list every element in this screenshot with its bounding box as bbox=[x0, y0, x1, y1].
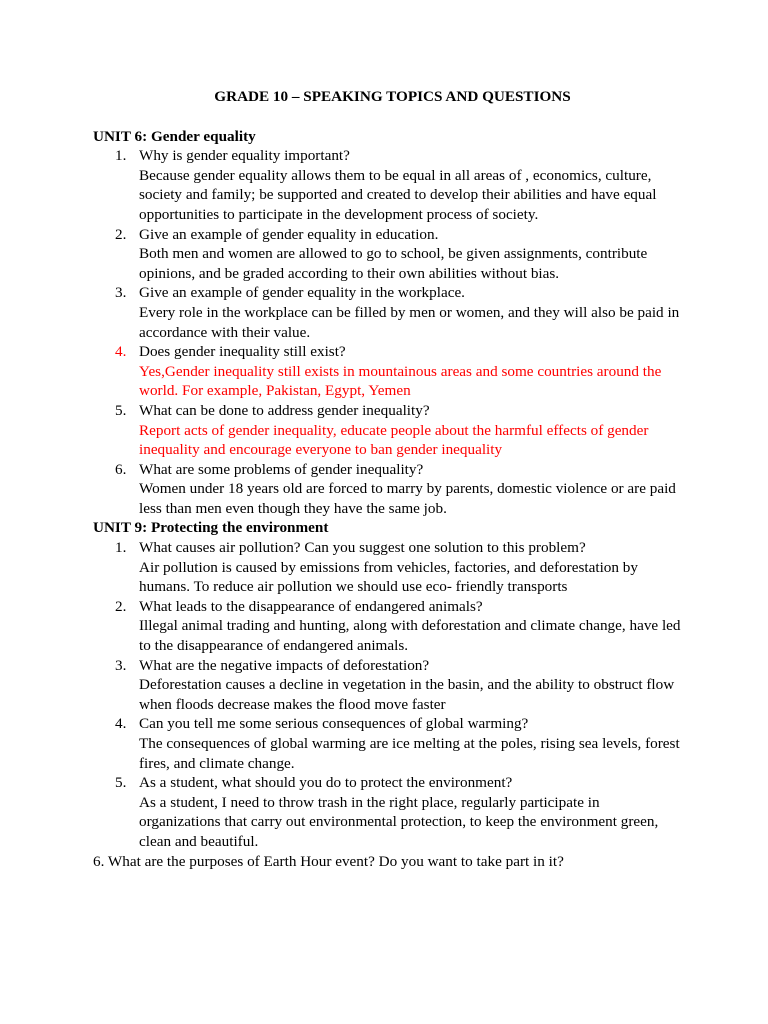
question-text: What leads to the disappearance of endangered animals? bbox=[139, 597, 483, 615]
item-number: 1. bbox=[115, 147, 127, 165]
list-item bbox=[93, 283, 684, 342]
question-text: Why is gender equality important? bbox=[139, 147, 350, 165]
item-number: 4. bbox=[115, 343, 127, 361]
item-number: 5. bbox=[115, 774, 127, 792]
answer-text: Because gender equality allows them to be equal in all areas of , economics, culture, society and family; be supported and created to develop their abilities and have equal opportunities to participate in the development process of society. bbox=[139, 166, 657, 223]
answer-text: Illegal animal trading and hunting, along with deforestation and climate change, have led to the disappearance of endangered animals. bbox=[139, 617, 681, 655]
list-item bbox=[93, 597, 684, 656]
question-text: Does gender inequality still exist? bbox=[139, 343, 346, 361]
list-item bbox=[93, 773, 684, 851]
answer-text: Deforestation causes a decline in vegetation in the basin, and the ability to obstruct flow when floods decrease makes the flood move faster bbox=[139, 676, 675, 713]
question-text: What are some problems of gender inequality? bbox=[139, 460, 424, 478]
item-number: 4. bbox=[115, 715, 127, 733]
item-number: 2. bbox=[115, 597, 127, 615]
unit-6-heading: UNIT 6: Gender equality bbox=[93, 127, 256, 145]
unit-9-question-list bbox=[93, 538, 684, 852]
item-number: 3. bbox=[115, 656, 127, 674]
question-text: What are the negative impacts of deforestation? bbox=[139, 656, 430, 674]
unit-9-heading: UNIT 9: Protecting the environment bbox=[93, 519, 329, 537]
item-number: 2. bbox=[115, 225, 127, 243]
unit-6-question-list bbox=[93, 146, 684, 518]
list-item bbox=[93, 146, 684, 224]
answer-text: Air pollution is caused by emissions from vehicles, factories, and deforestation by humans. To reduce air pollution we should use eco- friendly transports bbox=[139, 558, 638, 596]
list-item bbox=[93, 225, 684, 284]
earth-hour-question: 6. What are the purposes of Earth Hour event? Do you want to take part in it? bbox=[93, 852, 564, 870]
item-number: 6. bbox=[115, 460, 127, 478]
answer-text-highlighted: Report acts of gender inequality, educate people about the harmful effects of gender inequality and encourage everyone to ban gender inequality bbox=[139, 421, 649, 459]
question-text: What causes air pollution? Can you suggest one solution to this problem? bbox=[139, 539, 586, 557]
answer-text: The consequences of global warming are ice melting at the poles, rising sea levels, forest fires, and climate change. bbox=[139, 735, 680, 772]
question-text: Give an example of gender equality in education. bbox=[139, 225, 439, 243]
answer-text-highlighted: Yes,Gender inequality still exists in mountainous areas and some countries around the world. For example, Pakistan, Egypt, Yemen bbox=[139, 362, 662, 400]
item-number: 1. bbox=[115, 539, 127, 557]
item-number: 5. bbox=[115, 401, 127, 419]
answer-text: Women under 18 years old are forced to marry by parents, domestic violence or are paid less than men even though they have the same job. bbox=[139, 480, 676, 517]
answer-text: Both men and women are allowed to go to school, be given assignments, contribute opinions, and be graded according to their own abilities without bias. bbox=[139, 245, 648, 282]
list-item bbox=[93, 342, 684, 401]
list-item bbox=[93, 460, 684, 519]
question-text: What can be done to address gender inequality? bbox=[139, 401, 430, 419]
answer-text: As a student, I need to throw trash in the right place, regularly participate in organizations that carry out environmental protection, to keep the environment green, clean and beautiful. bbox=[139, 793, 659, 850]
document-title: GRADE 10 – SPEAKING TOPICS AND QUESTIONS bbox=[214, 88, 571, 105]
list-item bbox=[93, 656, 684, 715]
question-text: Can you tell me some serious consequences of global warming? bbox=[139, 715, 529, 733]
item-number: 3. bbox=[115, 284, 127, 302]
list-item bbox=[93, 714, 684, 773]
answer-text: Every role in the workplace can be filled by men or women, and they will also be paid in accordance with their value. bbox=[139, 303, 680, 341]
list-item bbox=[93, 538, 684, 597]
question-text: Give an example of gender equality in the workplace. bbox=[139, 284, 465, 302]
list-item bbox=[93, 401, 684, 460]
question-text: As a student, what should you do to protect the environment? bbox=[139, 774, 513, 792]
